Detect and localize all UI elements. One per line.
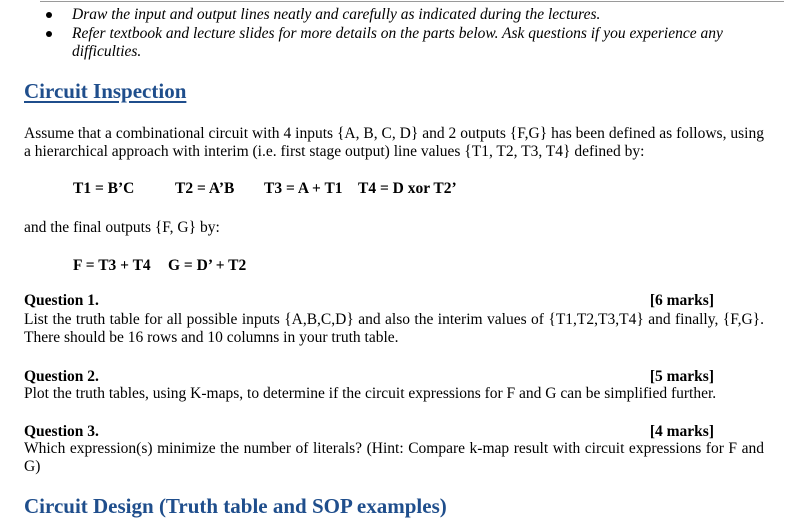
bullet-icon [46,31,52,37]
question-marks: [4 marks] [649,423,714,440]
instruction-item [38,6,778,24]
question-title: Question 1. [24,292,99,309]
equation-f: F = T3 + T4 [73,257,151,274]
question-2-body: Plot the truth tables, using K-maps, to determine if the circuit expressions for F and G can be simplified further. [24,385,717,402]
bullet-icon [46,12,52,18]
question-marks: [5 marks] [649,368,714,385]
final-equations [0,257,796,277]
next-section-heading: Circuit Design (Truth table and SOP examples) [24,494,447,518]
question-title: Question 3. [24,423,99,440]
equation-t4: T4 = D xor T2’ [358,180,457,197]
question-3-body: Which expression(s) minimize the number of literals? (Hint: Compare k-map result with circuit expressions for F and G) [24,440,764,475]
instruction-list [38,6,778,62]
question-1-body: List the truth table for all possible inputs {A,B,C,D} and also the interim values of {T1,T2,T3,T4} and finally, {F,G}. There should be 16 rows and 10 columns in your truth table. [24,311,764,346]
instruction-text: Draw the input and output lines neatly and carefully as indicated during the lectures. [72,6,601,23]
instruction-item [38,25,778,61]
final-outputs-intro: and the final outputs {F, G} by: [24,219,220,236]
equation-g: G = D’ + T2 [168,257,247,274]
page-top-rule [40,1,784,2]
interim-equations [0,180,796,200]
instruction-text: Refer textbook and lecture slides for more details on the parts below. Ask questions if you experience any difficulties. [72,25,723,60]
equation-t3: T3 = A + T1 [264,180,343,197]
section-heading: Circuit Inspection [24,79,187,103]
question-title: Question 2. [24,368,99,385]
equation-t2: T2 = A’B [175,180,235,197]
equation-t1: T1 = B’C [73,180,135,197]
question-marks: [6 marks] [649,292,714,309]
intro-paragraph: Assume that a combinational circuit with 4 inputs {A, B, C, D} and 2 outputs {F,G} has been defined as follows, using a hierarchical approach with interim (i.e. first stage output) line values {T1, T2, T3, T4} defined by: [24,125,764,160]
